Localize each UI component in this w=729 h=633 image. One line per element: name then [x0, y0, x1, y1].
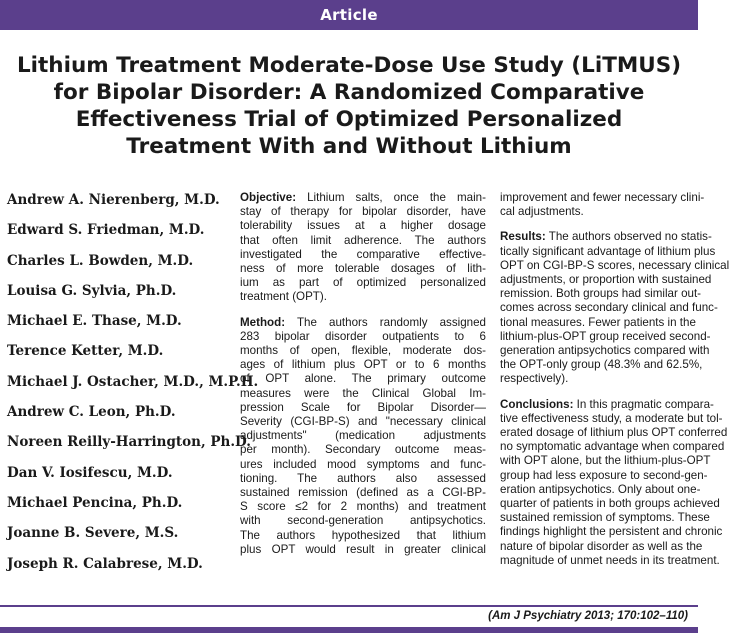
- title-line: Lithium Treatment Moderate-Dose Use Study (LiTMUS): [16, 53, 682, 78]
- abstract-line: the OPT-only group (48.3% and 62.5%,: [500, 358, 703, 372]
- abstract-line: improvement and fewer necessary clini-: [500, 191, 705, 204]
- abstract-column-right: [500, 191, 729, 579]
- abstract-line: erated dosage of lithium plus OPT conferred: [500, 426, 728, 440]
- abstract-line: adjustments, or proportion with sustained: [500, 273, 712, 287]
- abstract-line: ium as part of optimized personalized: [240, 276, 486, 290]
- abstract-line: eration antipsychotics. Only about one-: [500, 482, 701, 496]
- abstract-line: OPT on CGI-BP-S scores, necessary clinical: [500, 258, 729, 272]
- abstract-line: stay of therapy for bipolar disorder, have: [240, 205, 486, 219]
- abstract-line: no symptomatic advantage when compared: [500, 440, 725, 454]
- abstract-line: tolerability issues at a higher dosage: [240, 219, 486, 233]
- abstract-column-left: [240, 191, 486, 568]
- abstract-line: pression Scale for Bipolar Disorder—: [240, 400, 486, 414]
- abstract-line: per month). Secondary outcome meas-: [240, 443, 486, 457]
- author-name: Michael Pencina, Ph.D.: [7, 494, 183, 511]
- title-line: Effectiveness Trial of Optimized Personalized: [75, 107, 623, 132]
- abstract-line: with OPT alone, but the lithium-plus-OPT: [500, 454, 711, 468]
- author-name: Terence Ketter, M.D.: [7, 343, 164, 360]
- abstract-line: nature of bipolar disorder as well as the: [500, 539, 703, 553]
- abstract-line: Results: The authors observed no statis-: [500, 230, 712, 244]
- abstract-line: of OPT alone. The primary outcome: [240, 372, 486, 386]
- author-name: Michael E. Thase, M.D.: [7, 313, 182, 330]
- section-label: Article: [320, 6, 378, 24]
- abstract-line: magnitude of unmet needs in its treatment.: [500, 553, 720, 567]
- abstract-line: adjustments" (medication adjustments: [240, 429, 486, 443]
- abstract-line: Method: The authors randomly assigned: [240, 315, 486, 329]
- results-paragraph: [500, 230, 729, 386]
- abstract-line: findings highlight the persistent and chronic: [500, 525, 723, 539]
- objective-heading: Objective:: [240, 191, 297, 204]
- conclusions-heading: Conclusions:: [500, 397, 574, 411]
- method-continued-paragraph: [500, 191, 705, 219]
- abstract-line: quarter of patients in both groups achieved: [500, 497, 720, 511]
- abstract-line: Conclusions: In this pragmatic compara-: [500, 397, 714, 411]
- abstract-line: comes across secondary clinical and func-: [500, 301, 718, 315]
- abstract-line: ages of lithium plus OPT or to 6 months: [240, 358, 486, 372]
- method-paragraph: [240, 316, 486, 557]
- method-heading: Method:: [240, 315, 286, 329]
- abstract-line: tive effectiveness study, a moderate but tol-: [500, 411, 723, 425]
- title-line: Treatment With and Without Lithium: [126, 134, 572, 159]
- abstract-line: tional measures. Fewer patients in the: [500, 315, 696, 329]
- abstract-line: lithium-plus-OPT group received second-: [500, 329, 711, 343]
- objective-paragraph: [240, 191, 486, 305]
- abstract-line: with second-generation antipsychotics.: [240, 514, 486, 528]
- author-name: Andrew A. Nierenberg, M.D.: [7, 192, 220, 208]
- author-name: Joseph R. Calabrese, M.D.: [7, 555, 203, 572]
- author-name: Dan V. Iosifescu, M.D.: [7, 464, 173, 481]
- footer-bar: [0, 627, 698, 633]
- abstract-line: The authors hypothesized that lithium: [240, 528, 486, 542]
- abstract-line: tically significant advantage of lithium plus: [500, 244, 716, 258]
- abstract-line: ness of more tolerable dosages of lith-: [240, 262, 486, 276]
- abstract-line: sustained remission of symptoms. These: [500, 511, 710, 525]
- abstract-line: Objective: Lithium salts, once the main-: [240, 191, 486, 204]
- abstract-line: generation antipsychotics compared with: [500, 344, 710, 358]
- conclusions-paragraph: [500, 397, 728, 568]
- abstract-line: S score ≤2 for 2 months) and treatment: [240, 500, 486, 514]
- abstract-line: investigated the comparative effective-: [240, 247, 486, 261]
- footer-divider: [0, 605, 698, 607]
- author-name: Louisa G. Sylvia, Ph.D.: [7, 282, 177, 299]
- abstract-line: 283 bipolar disorder outpatients to 6: [240, 329, 486, 343]
- author-name: Joanne B. Severe, M.S.: [7, 525, 179, 542]
- abstract-line: measures were the Clinical Global Im-: [240, 386, 486, 400]
- abstract-line: respectively).: [500, 372, 569, 386]
- results-heading: Results:: [500, 230, 546, 244]
- author-name: Andrew C. Leon, Ph.D.: [7, 404, 176, 421]
- abstract-line: plus OPT would result in greater clinical: [240, 542, 486, 556]
- abstract-line: group had less exposure to second-gen-: [500, 468, 708, 482]
- abstract-line: months of open, flexible, moderate dos-: [240, 344, 486, 358]
- abstract-line: ures included mood symptoms and func-: [240, 457, 486, 471]
- abstract-line: remission. Both groups had similar out-: [500, 287, 702, 301]
- abstract-line: that often limit adherence. The authors: [240, 233, 486, 247]
- abstract-line: treatment (OPT).: [240, 290, 327, 304]
- journal-citation: (Am J Psychiatry 2013; 170:102–110): [488, 610, 688, 622]
- abstract-line: tioning. The authors also assessed: [240, 471, 486, 485]
- author-list: [7, 190, 259, 584]
- author-name: Michael J. Ostacher, M.D., M.P.H.: [7, 373, 259, 390]
- abstract-line: sustained remission (defined as a CGI-BP-: [240, 486, 486, 500]
- title-line: for Bipolar Disorder: A Randomized Comparative: [53, 80, 645, 105]
- article-title: [10, 52, 688, 160]
- section-banner: [0, 0, 698, 30]
- author-name: Noreen Reilly-Harrington, Ph.D.: [7, 434, 251, 451]
- abstract-line: cal adjustments.: [500, 205, 584, 219]
- author-name: Edward S. Friedman, M.D.: [7, 222, 205, 239]
- abstract-line: Severity (CGI-BP-S) and "necessary clinical: [240, 415, 486, 429]
- author-name: Charles L. Bowden, M.D.: [7, 252, 194, 269]
